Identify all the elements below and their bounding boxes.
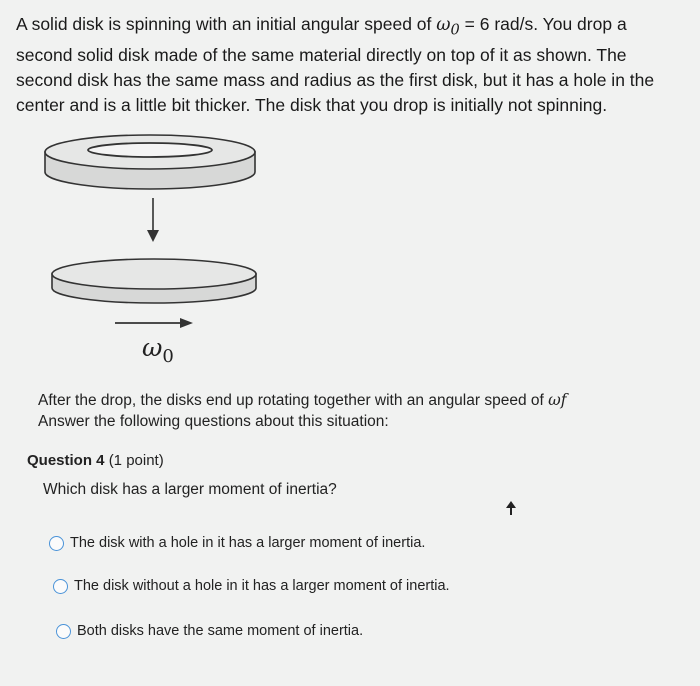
omega-initial-symbol: $\omega_0$	[436, 15, 460, 39]
radio-button[interactable]	[53, 579, 68, 594]
followup-text-1: After the drop, the disks end up rotating together with an angular speed of	[38, 392, 549, 409]
disk-with-hole	[45, 135, 255, 189]
option-same-inertia[interactable]	[56, 623, 363, 639]
omega-initial-label: $\omega_0$	[142, 333, 174, 367]
solid-disk	[52, 259, 256, 303]
option-label: The disk without a hole in it has a larger moment of inertia.	[74, 578, 450, 594]
rotation-arrow-icon	[115, 318, 193, 328]
problem-text-2: = 6 rad/s. You drop a second solid disk made of the same material directly on top of it as shown. The second disk has the same mass and radius as the first disk, but it has a hole in the center and is a little bit thicker. The disk that you drop is initially not spinning.	[16, 14, 655, 115]
followup-text	[38, 390, 658, 432]
question-points: (1 point)	[108, 452, 164, 469]
problem-text-1: A solid disk is spinning with an initial angular speed of	[16, 14, 437, 34]
option-label: Both disks have the same moment of inertia.	[77, 623, 364, 639]
drop-arrow-icon	[147, 198, 159, 242]
radio-button[interactable]	[49, 536, 64, 551]
omega-final-symbol: ωf	[548, 391, 567, 409]
option-solid-disk[interactable]	[53, 578, 450, 594]
radio-button[interactable]	[56, 624, 71, 639]
option-hole-disk[interactable]	[49, 535, 425, 551]
mouse-cursor-icon	[506, 501, 516, 515]
question-header	[27, 452, 164, 469]
problem-statement	[16, 12, 676, 118]
option-label: The disk with a hole in it has a larger moment of inertia.	[70, 535, 426, 551]
question-prompt: Which disk has a larger moment of inertia?	[43, 481, 337, 498]
followup-text-2: Answer the following questions about this situation:	[38, 413, 389, 430]
question-label: Question 4	[27, 452, 105, 469]
